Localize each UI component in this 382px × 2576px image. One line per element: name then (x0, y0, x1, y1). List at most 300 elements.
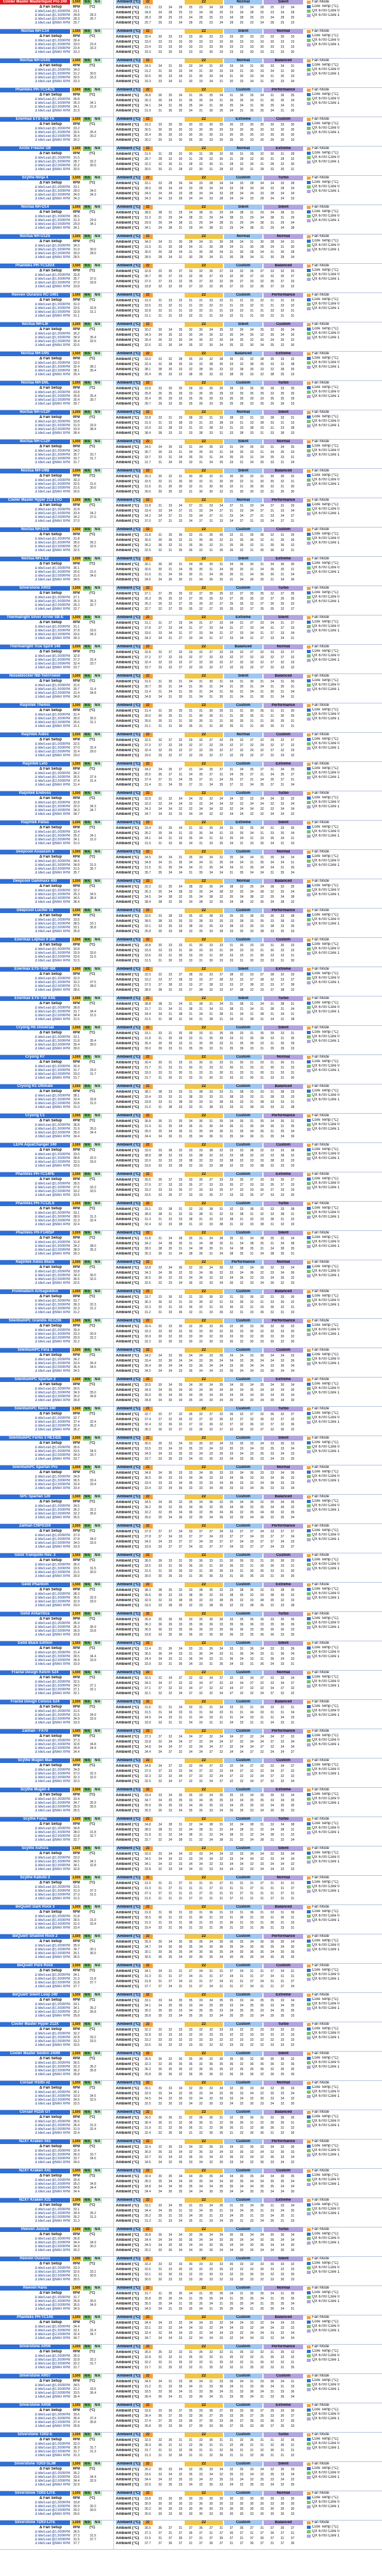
temp-unit: (°C) (83, 562, 102, 566)
legend-swatch (307, 97, 311, 101)
row-value: 30.5 (71, 131, 81, 134)
grid-row-value: 34.1 (143, 226, 153, 230)
grid-cell: 33 (186, 1271, 195, 1275)
grid-cell: 34 (176, 802, 185, 806)
grid-cell: 37 (155, 626, 165, 630)
cooler-title: Thermalright True Spirit 140 (0, 645, 70, 649)
na-badge: N/A (93, 0, 102, 4)
grid-cell: 33 (237, 978, 246, 982)
grid-cell: 37 (196, 626, 206, 630)
grid-cell: 38 (267, 1095, 277, 1099)
row-label: Δ Idle/Load @MAX RPM (6, 900, 70, 904)
grid-cell: 32 (247, 1300, 257, 1304)
row-value-alt: 30.6 (88, 486, 98, 490)
grid-row-value: 23.1 (143, 6, 153, 10)
grid-row-label: Ambient (°C) (116, 182, 141, 185)
grid-cell: 31 (196, 709, 206, 713)
legend-label: Core Temp (°C) (312, 1030, 381, 1035)
grid-cell: 28 (227, 162, 236, 166)
grid-cell: 33 (186, 1154, 195, 1158)
grid-cell: 37 (206, 1178, 216, 1182)
ambient-label: Ambient (°C) (116, 1290, 141, 1294)
grid-cell: 37 (155, 744, 165, 747)
grid-cell: 37 (176, 637, 185, 640)
legend-label: Fan Mode (312, 1436, 381, 1441)
grid-cell: 34 (166, 890, 175, 894)
grid-row-label: Ambient (°C) (116, 563, 141, 566)
grid-cell: 31 (257, 563, 267, 566)
grid-cell: 36 (267, 1125, 277, 1128)
cooler-title: Silverstone AR02 (0, 586, 70, 591)
cooler-block (0, 264, 382, 293)
row-label: Δ Idle/Load @1,500RPM (6, 951, 70, 955)
mode-pill-b: Normal (224, 0, 262, 4)
mode-pill-b: Custom (224, 586, 262, 591)
grid-cell: 34 (176, 1252, 185, 1256)
rpm-unit: RPM (71, 650, 81, 654)
grid-cell: 33 (247, 1325, 257, 1328)
pump-badge: N/A (83, 1231, 92, 1235)
ambient-value: 22 (143, 205, 153, 210)
grid-cell: 32 (257, 983, 267, 987)
grid-cell: 32 (176, 749, 185, 752)
legend-label: Core Temp (°C) (312, 1265, 381, 1269)
grid-cell: 36 (267, 1481, 277, 1485)
grid-cell: 31 (196, 461, 206, 464)
grid-row-value: 37.5 (143, 983, 153, 987)
grid-row-value: 37.0 (143, 744, 153, 747)
grid-cell: 35 (227, 837, 236, 840)
temp-unit: (°C) (83, 1471, 102, 1474)
grid-cell: 31 (216, 514, 226, 518)
grid-cell: 30 (237, 1325, 246, 1328)
grid-cell: 33 (196, 80, 206, 83)
grid-cell: 35 (267, 1135, 277, 1139)
grid-cell: 34 (267, 211, 277, 215)
row-value: 34.0 (71, 244, 81, 248)
grid-row-value: 34.3 (143, 197, 153, 201)
grid-cell: 31 (186, 299, 195, 303)
grid-cell: 30 (216, 1071, 226, 1075)
row-value: 36.5 (71, 1479, 81, 1483)
grid-cell: 35 (186, 1237, 195, 1241)
grid-cell: 28 (216, 245, 226, 249)
grid-cell: 32 (267, 1325, 277, 1328)
pump-badge: N/A (83, 440, 92, 444)
grid-row-label: Ambient (°C) (116, 168, 141, 171)
grid-cell: 31 (166, 954, 175, 958)
rpm-unit: RPM (71, 152, 81, 155)
legend-swatch (307, 1065, 311, 1068)
row-value-alt: 31.2 (88, 1307, 98, 1311)
legend-swatch (307, 742, 311, 745)
grid-cell: 35 (237, 338, 246, 342)
grid-cell: 33 (267, 919, 277, 923)
grid-cell: 31 (196, 573, 206, 577)
row-value-alt: 23.4 (88, 43, 98, 47)
grid-cell: 34 (237, 768, 246, 772)
grid-cell: 33 (288, 431, 297, 435)
rpm-badge: 1,500 (71, 762, 81, 766)
legend-swatch (307, 391, 311, 394)
row-label: Δ Idle/Load @MAX RPM (6, 871, 70, 875)
grid-cell: 37 (176, 666, 185, 670)
grid-cell: 36 (166, 1500, 175, 1504)
grid-cell: 30 (267, 255, 277, 259)
grid-cell: 35 (227, 543, 236, 547)
row-value: 33.0 (71, 361, 81, 365)
legend-label: Fan Mode (312, 1260, 381, 1265)
mode-pill-b: Custom (224, 264, 262, 268)
grid-cell: 33 (237, 509, 246, 513)
rpm-badge: 1,500 (71, 1290, 81, 1294)
grid-cell: 31 (176, 631, 185, 635)
grid-cell: 28 (155, 187, 165, 191)
grid-cell: 34 (176, 94, 185, 97)
legend-label: QX 6700 Core 1 (312, 1098, 381, 1102)
grid-cell: 33 (216, 1447, 226, 1451)
grid-row-label: Ambient (°C) (116, 842, 141, 845)
grid-cell: 37 (216, 666, 226, 670)
grid-cell: 30 (267, 1330, 277, 1334)
grid-cell: 31 (247, 778, 257, 782)
grid-cell: 38 (267, 216, 277, 220)
grid-cell: 34 (288, 890, 297, 894)
mode-pill-b: Balanced (224, 352, 262, 356)
grid-cell: 31 (267, 1130, 277, 1133)
mode-pill-b: Custom (224, 1055, 262, 1060)
grid-cell: 25 (267, 6, 277, 10)
row-value: 33.4 (71, 1098, 81, 1102)
grid-row-value: 30.4 (143, 35, 153, 39)
grid-cell: 23 (186, 11, 195, 15)
legend-label: QX 6700 Core 0 (312, 1474, 381, 1479)
grid-cell: 31 (247, 549, 257, 552)
row-value: 34.5 (71, 1369, 81, 1373)
row-value: 37.0 (71, 281, 81, 285)
legend-swatch (307, 303, 311, 306)
grid-cell: 33 (247, 973, 257, 977)
rpm-badge: 1,500 (71, 1260, 81, 1265)
legend-swatch (307, 972, 311, 975)
grid-cell: 31 (288, 240, 297, 244)
grid-cell: 23 (206, 21, 216, 25)
grid-cell: 35 (278, 275, 287, 278)
legend-label: Fan Mode (312, 1319, 381, 1323)
grid-cell: 34 (196, 861, 206, 865)
grid-row-label: Ambient (°C) (116, 1032, 141, 1035)
grid-cell: 36 (278, 1119, 287, 1123)
grid-cell: 35 (155, 99, 165, 103)
grid-cell: 33 (247, 421, 257, 425)
row-label: Δ Idle/Load @1,000RPM (6, 508, 70, 512)
grid-cell: 32 (278, 162, 287, 166)
temp-unit: (°C) (83, 1441, 102, 1445)
grid-cell: 30 (186, 40, 195, 44)
row-label: Δ Idle/Load @2,000RPM (6, 955, 70, 959)
grid-cell: 35 (247, 925, 257, 928)
grid-cell: 33 (237, 1193, 246, 1197)
grid-cell: 33 (288, 1325, 297, 1328)
legend-swatch (307, 1216, 311, 1219)
grid-cell: 31 (216, 714, 226, 718)
grid-cell: 33 (247, 1159, 257, 1163)
legend-label: QX 6700 Core 0 (312, 38, 381, 43)
row-value: 34.1 (71, 838, 81, 842)
grid-cell: 33 (227, 461, 236, 464)
row-label: Δ Idle/Load @1,500RPM (6, 160, 70, 164)
grid-cell: 32 (196, 1281, 206, 1285)
grid-cell: 34 (186, 1247, 195, 1251)
grid-cell: 31 (267, 626, 277, 630)
grid-cell: 31 (267, 1071, 277, 1075)
grid-cell: 33 (267, 1178, 277, 1182)
grid-cell: 33 (206, 1325, 216, 1328)
grid-cell: 34 (155, 1135, 165, 1139)
grid-cell: 36 (227, 1281, 236, 1285)
grid-cell: 33 (186, 930, 195, 933)
grid-cell: 33 (166, 1188, 175, 1192)
grid-cell: 34 (155, 768, 165, 772)
grid-cell: 32 (216, 333, 226, 337)
grid-cell: 33 (155, 182, 165, 185)
row-label: Δ Idle/Load @1,000RPM (6, 566, 70, 570)
grid-cell: 33 (176, 1183, 185, 1187)
legend-label: QX 6700 Core 1 (312, 981, 381, 985)
grid-cell: 33 (176, 1178, 185, 1182)
grid-cell: 35 (227, 607, 236, 611)
row-value: 32.8 (71, 654, 81, 658)
legend-label: QX 6700 Core 0 (312, 390, 381, 394)
cooler-block (0, 498, 382, 528)
grid-row-value: 36.2 (143, 1506, 153, 1509)
row-value: 35.5 (71, 775, 81, 779)
legend-label: Fan Mode (312, 1114, 381, 1118)
grid-cell: 32 (257, 1271, 267, 1275)
grid-row-label: Ambient (°C) (116, 1423, 141, 1427)
grid-cell: 33 (278, 1359, 287, 1363)
grid-row-label: Ambient (°C) (116, 1125, 141, 1128)
row-value: 30.6 (71, 490, 81, 494)
ambient-value: 22 (143, 821, 153, 825)
grid-cell: 34 (288, 255, 297, 259)
rpm-unit: RPM (71, 943, 81, 947)
grid-cell: 23 (237, 6, 246, 10)
grid-cell: 34 (227, 69, 236, 73)
pump-badge: N/A (83, 909, 92, 913)
grid-cell: 34 (186, 842, 195, 845)
grid-cell: 33 (278, 978, 287, 982)
pump-badge: N/A (83, 1026, 92, 1030)
grid-cell: 34 (237, 895, 246, 899)
grid-row-value: 33.2 (143, 978, 153, 982)
grid-cell: 33 (155, 123, 165, 127)
grid-cell: 35 (166, 387, 175, 391)
cooler-block (0, 850, 382, 879)
grid-cell: 35 (206, 826, 216, 830)
grid-cell: 25 (186, 6, 195, 10)
grid-cell: 34 (176, 216, 185, 220)
row-value: 38.9 (71, 1215, 81, 1219)
grid-cell: 34 (176, 626, 185, 630)
grid-cell: 31 (186, 578, 195, 582)
legend-swatch (307, 1245, 311, 1248)
cooler-block (0, 205, 382, 234)
cooler-title: Cooler Master Masterliquid Pro 240 (0, 0, 70, 4)
mode-pill-a: 22 (185, 850, 223, 854)
row-label: Δ Idle/Load @MAX RPM (6, 549, 70, 552)
row-label: Δ Idle/Load @1,000RPM (6, 947, 70, 951)
rpm-unit: RPM (71, 767, 81, 771)
temp-unit: (°C) (83, 709, 102, 712)
grid-cell: 33 (176, 69, 185, 73)
pump-badge: N/A (83, 1202, 92, 1206)
legend-swatch (307, 1090, 311, 1093)
grid-cell: 36 (206, 1423, 216, 1427)
grid-cell: 35 (288, 368, 297, 371)
fan-setup-label: Δ Fan Setup (39, 826, 70, 830)
rpm-unit: RPM (71, 1383, 81, 1386)
grid-cell: 33 (196, 1164, 206, 1168)
legend-swatch (307, 1450, 311, 1453)
grid-cell: 35 (288, 1193, 297, 1197)
grid-cell: 31 (257, 543, 267, 547)
grid-cell: 30 (155, 128, 165, 132)
grid-cell: 35 (176, 842, 185, 845)
grid-cell: 33 (166, 1090, 175, 1094)
grid-cell: 34 (278, 695, 287, 699)
grid-cell: 31 (237, 621, 246, 625)
grid-cell: 31 (155, 461, 165, 464)
row-value: 33.6 (71, 633, 81, 637)
legend-swatch (307, 332, 311, 335)
legend-swatch (307, 1173, 311, 1176)
grid-cell: 36 (166, 1359, 175, 1363)
row-label: Δ Idle/Load @2,000RPM (6, 1102, 70, 1105)
grid-cell: 37 (278, 626, 287, 630)
grid-cell: 35 (166, 1193, 175, 1197)
grid-cell: 23 (206, 40, 216, 44)
grid-cell: 35 (227, 402, 236, 406)
grid-cell: 31 (155, 216, 165, 220)
grid-cell: 33 (166, 973, 175, 977)
grid-cell: 32 (257, 1212, 267, 1216)
grid-cell: 33 (237, 949, 246, 953)
grid-cell: 33 (186, 309, 195, 313)
column-separator (113, 674, 114, 703)
row-label: Δ Idle/Load @1,500RPM (6, 394, 70, 398)
legend-swatch (307, 717, 311, 721)
row-value-alt: 31.6 (88, 482, 98, 486)
grid-cell: 37 (155, 280, 165, 284)
grid-cell: 33 (196, 954, 206, 958)
grid-cell: 33 (186, 1076, 195, 1080)
mode-pill-c: Balanced (264, 879, 303, 884)
grid-row-value: 31.5 (143, 866, 153, 870)
grid-cell: 33 (206, 1476, 216, 1480)
legend-swatch (307, 1333, 311, 1336)
ambient-label: Ambient (°C) (116, 1436, 141, 1441)
grid-cell: 31 (155, 690, 165, 694)
grid-cell: 30 (288, 1340, 297, 1344)
grid-cell: 32 (176, 1413, 185, 1416)
grid-cell: 38 (186, 1159, 195, 1163)
grid-cell: 34 (155, 1399, 165, 1402)
grid-cell: 34 (288, 783, 297, 787)
grid-cell: 38 (257, 930, 267, 933)
grid-cell: 35 (155, 719, 165, 723)
mode-pill-c: Silent (264, 1231, 303, 1235)
mode-pill-b: Normal (224, 59, 262, 63)
na-badge: N/A (93, 410, 102, 415)
grid-cell: 34 (267, 69, 277, 73)
grid-cell: 37 (227, 597, 236, 601)
grid-cell: 31 (206, 1100, 216, 1104)
grid-cell: 38 (247, 914, 257, 918)
grid-cell: 31 (216, 631, 226, 635)
grid-cell: 33 (267, 954, 277, 958)
cooler-block (0, 997, 382, 1026)
pump-badge: N/A (83, 615, 92, 620)
row-value-alt: 31.5 (88, 863, 98, 867)
cooler-block (0, 703, 382, 733)
row-value: 32.3 (71, 1307, 81, 1311)
grid-cell: 34 (247, 1007, 257, 1011)
grid-cell: 31 (267, 1061, 277, 1065)
grid-cell: 33 (155, 509, 165, 513)
grid-cell: 34 (247, 871, 257, 875)
grid-cell: 35 (206, 1247, 216, 1251)
cooler-block (0, 762, 382, 791)
legend-swatch (307, 1475, 311, 1478)
grid-cell: 32 (278, 651, 287, 654)
na-badge: N/A (93, 1436, 102, 1441)
grid-cell: 34 (267, 563, 277, 566)
grid-cell: 36 (237, 1476, 246, 1480)
grid-cell: 31 (176, 1076, 185, 1080)
grid-cell: 33 (206, 1090, 216, 1094)
grid-cell: 33 (196, 631, 206, 635)
grid-cell: 34 (247, 461, 257, 464)
grid-cell: 37 (176, 754, 185, 758)
grid-cell: 28 (155, 157, 165, 161)
legend-label: Core Temp (°C) (312, 1148, 381, 1152)
row-label: Δ Idle/Load @MAX RPM (6, 168, 70, 171)
grid-cell: 38 (176, 1223, 185, 1227)
grid-cell: 32 (267, 168, 277, 171)
grid-cell: 34 (227, 16, 236, 20)
row-value-alt: 37.0 (88, 515, 98, 519)
legend-swatch (307, 659, 311, 662)
mode-pill-b: Custom (224, 1114, 262, 1118)
grid-row-label: Ambient (°C) (116, 826, 141, 830)
cooler-title: Raijintek Aidos Black (0, 1260, 70, 1265)
grid-cell: 31 (216, 831, 226, 835)
grid-cell: 33 (216, 1476, 226, 1480)
grid-cell: 33 (176, 621, 185, 625)
temp-unit: (°C) (83, 943, 102, 947)
ambient-value: 22 (143, 997, 153, 1001)
legend-label: Fan Mode (312, 381, 381, 385)
cooler-block (0, 615, 382, 645)
grid-cell: 34 (206, 573, 216, 577)
grid-cell: 38 (237, 1247, 246, 1251)
grid-row-label: Ambient (°C) (116, 1002, 141, 1006)
grid-row-label: Ambient (°C) (116, 368, 141, 371)
grid-cell: 28 (288, 182, 297, 185)
grid-cell: 30 (196, 685, 206, 689)
grid-cell: 31 (257, 304, 267, 308)
